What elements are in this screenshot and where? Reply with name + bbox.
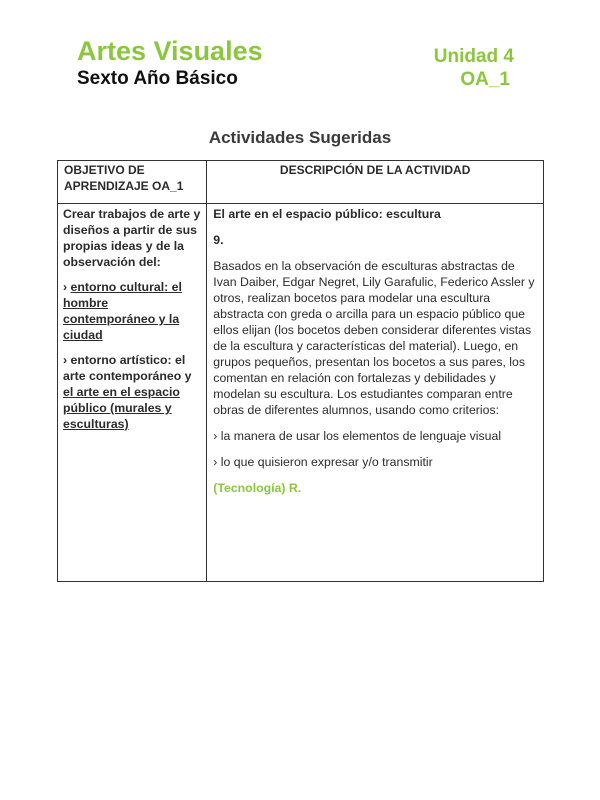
objective-intro: Crear trabajos de arte y diseños a partir de sus propias ideas y de la observación del: (63, 207, 201, 269)
header-grade: Sexto Año Básico (77, 68, 238, 89)
header-title: Artes Visuales (77, 36, 263, 66)
objective-item-artistic-text: el arte en el espacio público (murales y esculturas) (63, 385, 180, 431)
activity-number: 9. (213, 233, 224, 247)
objective-item-cultural-prefix: › (63, 280, 71, 294)
activity-title: El arte en el espacio público: escultura (213, 207, 441, 221)
objective-item-cultural-text: entorno cultural: el hombre contemporáneo y la ciudad (63, 280, 182, 342)
header-oa: OA_1 (460, 69, 510, 90)
objective-header: OBJETIVO DE APRENDIZAJE OA_1 (58, 161, 207, 204)
table-header-row (58, 161, 544, 204)
header-unit: Unidad 4 (433, 46, 514, 67)
objective-item-cultural (63, 279, 202, 343)
objective-cell (58, 204, 207, 582)
activity-table (57, 160, 544, 582)
section-title: Actividades Sugeridas (208, 128, 392, 147)
objective-item-artistic (63, 352, 202, 432)
technology-reference: (Tecnología) R. (213, 481, 302, 495)
description-cell (207, 204, 544, 582)
activity-body: Basados en la observación de esculturas abstractas de Ivan Daiber, Edgar Negret, Lily Garafulic, Federico Assler y otros, realizan bocetos para modelar una escultura abstracta con greda o arcilla para un espacio público que ellos elijan (los bocetos deben considerar diferentes vistas de la escultura y características del material). Luego, en grupos pequeños, presentan los bocetos a sus pares, los comentan en relación con fortalezas y debilidades y modelan su escultura. Los estudiantes comparan entre obras de diferentes alumnos, usando como criterios: (213, 259, 535, 417)
description-header: DESCRIPCIÓN DE LA ACTIVIDAD (207, 161, 544, 204)
activity-criterion-1: › la manera de usar los elementos de lenguaje visual (213, 429, 502, 443)
activity-criterion-2: › lo que quisieron expresar y/o transmitir (213, 455, 433, 469)
objective-item-artistic-prefix: › entorno artístico: el arte contemporáneo y (63, 353, 192, 383)
table-body-row (58, 204, 544, 582)
